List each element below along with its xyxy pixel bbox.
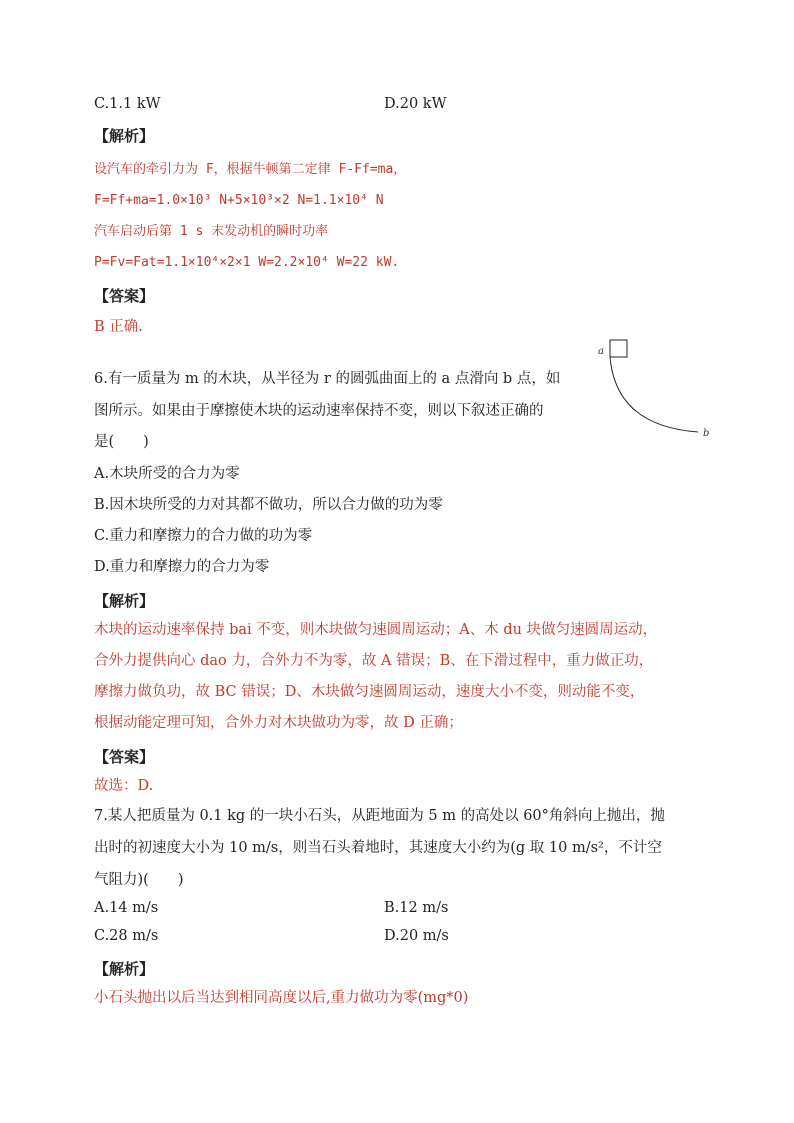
q5-analysis-line-1: 设汽车的牵引力为 F，根据牛顿第二定律 F-Ff=ma， [94, 162, 407, 177]
q6-analysis-line-4: 根据动能定理可知，合外力对木块做功为零，故 D 正确； [94, 715, 463, 731]
q6-option-a: A.木块所受的合力为零 [94, 466, 240, 482]
q7-stem-line-2: 出时的初速度大小为 10 m/s，则当石头着地时，其速度大小约为(g 取 10 m/s²，不计空 [94, 840, 662, 856]
arc-diagram [592, 336, 722, 440]
q5-analysis-heading: 【解析】 [94, 127, 155, 145]
q6-option-b: B.因木块所受的力对其都不做功，所以合力做的功为零 [94, 497, 443, 513]
q5-answer-heading: 【答案】 [94, 287, 155, 305]
q7-stem-line-3: 气阻力)( ) [94, 872, 184, 888]
q6-stem-line-3: 是( ) [94, 434, 149, 450]
q5-option-d: D.20 kW [384, 96, 447, 112]
q6-analysis-heading: 【解析】 [94, 592, 155, 610]
q6-answer: 故选：D. [94, 778, 154, 794]
point-b-label: b [703, 428, 710, 439]
q5-answer: B 正确. [94, 319, 143, 335]
q7-analysis-heading: 【解析】 [94, 960, 155, 978]
q5-option-c: C.1.1 kW [94, 96, 161, 112]
q6-option-c: C.重力和摩擦力的合力做的功为零 [94, 528, 313, 544]
q6-analysis-line-3: 摩擦力做负功，故 BC 错误；D、木块做匀速圆周运动，速度大小不变，则动能不变， [94, 684, 645, 700]
arc-surface [610, 357, 698, 432]
q6-stem-line-1: 6.有一质量为 m 的木块，从半径为 r 的圆弧曲面上的 a 点滑向 b 点，如 [94, 371, 561, 387]
q7-option-c: C.28 m/s [94, 928, 159, 944]
q7-stem-line-1: 7.某人把质量为 0.1 kg 的一块小石头，从距地面为 5 m 的高处以 60°角斜向上抛出，抛 [94, 808, 665, 824]
q6-option-d: D.重力和摩擦力的合力为零 [94, 559, 270, 575]
q7-option-d: D.20 m/s [384, 928, 449, 944]
q7-analysis-line-1: 小石头抛出以后当达到相同高度以后,重力做功为零(mg*0) [94, 990, 469, 1006]
q5-analysis-line-4: P=Fv=Fat=1.1×10⁴×2×1 W=2.2×10⁴ W=22 kW. [94, 255, 400, 270]
block-square [610, 340, 627, 357]
q6-answer-heading: 【答案】 [94, 748, 155, 766]
q5-analysis-line-2: F=Ff+ma=1.0×10³ N+5×10³×2 N=1.1×10⁴ N [94, 193, 384, 208]
q6-analysis-line-1: 木块的运动速率保持 bai 不变，则木块做匀速圆周运动；A、木 du 块做匀速圆周运动， [94, 622, 658, 638]
q7-option-a: A.14 m/s [94, 900, 159, 916]
q6-analysis-line-2: 合外力提供向心 dao 力，合外力不为零，故 A 错误；B、在下滑过程中，重力做正功， [94, 653, 654, 669]
point-a-label: a [598, 346, 604, 357]
q7-option-b: B.12 m/s [384, 900, 449, 916]
q5-analysis-line-3: 汽车启动后第 1 s 末发动机的瞬时功率 [94, 224, 329, 239]
q6-stem-line-2: 图所示。如果由于摩擦使木块的运动速率保持不变，则以下叙述正确的 [94, 403, 544, 419]
